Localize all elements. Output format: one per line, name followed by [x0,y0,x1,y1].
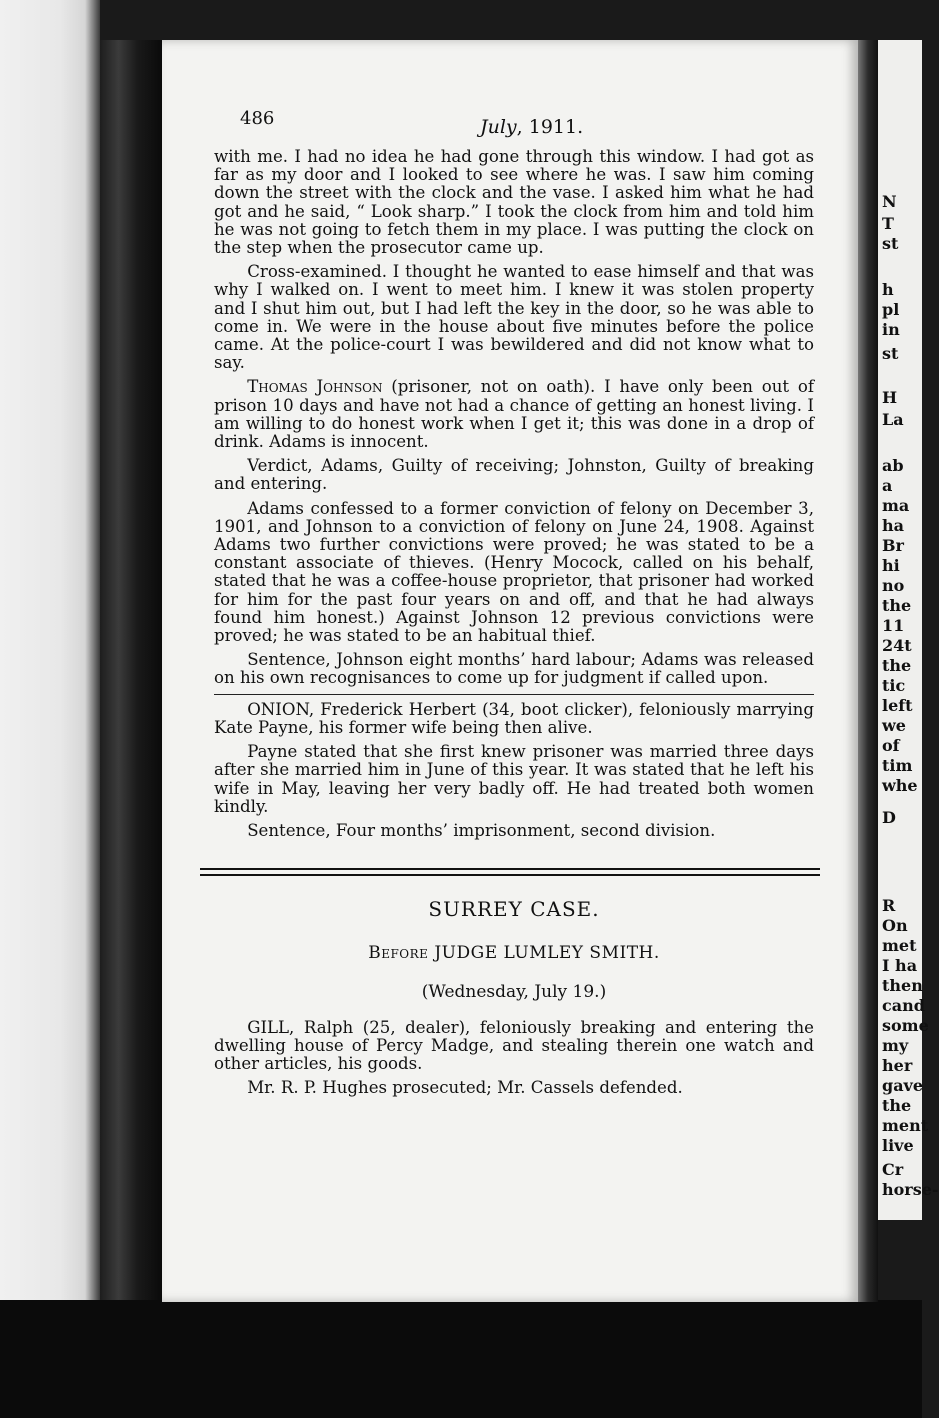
right-page-text: the [882,1096,912,1115]
right-page-text: whe [882,776,918,795]
witness-name: Thomas Johnson [247,377,383,397]
paragraph-gill-charge: GILL, Ralph (25, dealer), feloniously breaking and entering the dwelling house of Percy Madge, and stealing therein one watch and other articles, his goods. [214,1017,814,1074]
right-page-text: some [882,1016,929,1035]
right-page-gutter [858,40,878,1302]
right-page-text: On [882,916,908,935]
right-page-text: La [882,410,904,429]
book-page [162,40,858,1302]
right-page-text: R [882,896,896,915]
right-page-text: in [882,320,900,339]
right-page-text: ha [882,516,904,535]
paragraph: Cross-examined. I thought he wanted to ease himself and that was why I walked on. I went to meet him. I knew it was stolen property and I shut him out, but I had left the key in the door, so he was able to come in. We were in the house about five minutes before the police came. At the police-court I was bewildered and did not know what to say. [214,262,814,373]
right-page-text: then [882,976,923,995]
right-page-text: tic [882,676,906,695]
right-page-text: T [882,214,894,233]
right-page-text: no [882,576,905,595]
right-page-text: H [882,388,898,407]
right-page-text: gave [882,1076,924,1095]
paragraph-sentence: Sentence, Johnson eight months’ hard labour; Adams was released on his own recognisances to come up for judgment if called upon. [214,650,814,688]
page-number: 486 [240,108,275,129]
right-page-text: 11 [882,616,905,635]
paragraph-onion-charge: ONION, Frederick Herbert (34, boot clicker), feloniously marrying Kate Payne, his former wife being then alive. [214,699,814,737]
paragraph-johnson-statement [214,378,814,451]
paragraph-verdict: Verdict, Adams, Guilty of receiving; Johnston, Guilty of breaking and entering. [214,456,814,494]
paragraph-onion-evidence: Payne stated that she first knew prisoner was married three days after she married him in June of this year. It was stated that he left his wife in May, leaving her very badly off. He had treated both women kindly. [214,742,814,816]
section-heading: SURREY CASE. [428,897,600,922]
right-page-text: Br [882,536,904,555]
right-page-text: my [882,1036,909,1055]
right-page-text: the [882,596,912,615]
right-page-text: live [882,1136,914,1155]
scan-background-bottom [0,1300,922,1418]
right-page-fragment [878,40,939,1220]
running-head-year: , 1911. [516,116,584,138]
right-page-text: 24t [882,636,912,655]
running-head [480,116,583,138]
right-page-text: her [882,1056,913,1075]
judge-line [214,944,814,962]
right-page-text: we [882,716,906,735]
judge-prefix: Before [368,943,429,964]
right-page-text: st [882,234,899,253]
right-page-text: I ha [882,956,918,975]
right-page-text: st [882,344,899,363]
right-page-text: Cr [882,1160,904,1179]
paragraph-onion-sentence: Sentence, Four months’ imprisonment, second division. [247,820,716,840]
right-page-text: h [882,280,894,299]
page-body [214,148,814,1104]
right-page-text: N [882,192,897,211]
right-page-text: horse- [882,1180,939,1199]
section-divider [200,868,820,876]
right-page-text: pl [882,300,900,319]
book-gutter [100,40,162,1315]
right-page-text: cand [882,996,925,1015]
session-date: (Wednesday, July 19.) [421,981,607,1002]
paragraph-counsel: Mr. R. P. Hughes prosecuted; Mr. Cassels defended. [247,1078,683,1098]
right-page-text: hi [882,556,900,575]
right-page-text: left [882,696,913,715]
book-edge-left [0,0,100,1418]
paragraph-convictions: Adams confessed to a former conviction of felony on December 3, 1901, and Johnson to a conviction of felony on June 24, 1908. Against Adams two further convictions were proved; he was stated to be a constant associate of thieves. (Henry Mocock, called on his behalf, stated that he was a coffee-house proprietor, that prisoner had worked for him for the past four years on and off, and that he had always found him honest.) Against Johnson 12 previous convictions were proved; he was stated to be an habitual thief. [214,498,814,646]
judge-name: JUDGE LUMLEY SMITH. [428,943,660,964]
right-page-text: ma [882,496,910,515]
right-page-text: of [882,736,900,755]
case-divider [214,694,814,695]
witness-statement: (prisoner, not on oath). I have only been out of prison 10 days and have not had a chance of getting an honest living. I am willing to do honest work when I get it; this was done in a drop of drink. Adams is innocent. [214,377,814,452]
right-page-text: ab [882,456,904,475]
right-page-text: the [882,656,912,675]
right-page-text: tim [882,756,913,775]
running-head-month: July [480,116,517,138]
paragraph: with me. I had no idea he had gone through this window. I had got as far as my door and I looked to see where he was. I saw him coming down the street with the clock and the vase. I asked him what he had got and he said, “ Look sharp.” I took the clock from him and told him he was not going to fetch them in my place. I was putting the clock on the step when the prosecutor came up. [214,147,814,258]
right-page-text: a [882,476,893,495]
right-page-text: ment [882,1116,929,1135]
right-page-text: D [882,808,896,827]
right-page-text: met [882,936,917,955]
